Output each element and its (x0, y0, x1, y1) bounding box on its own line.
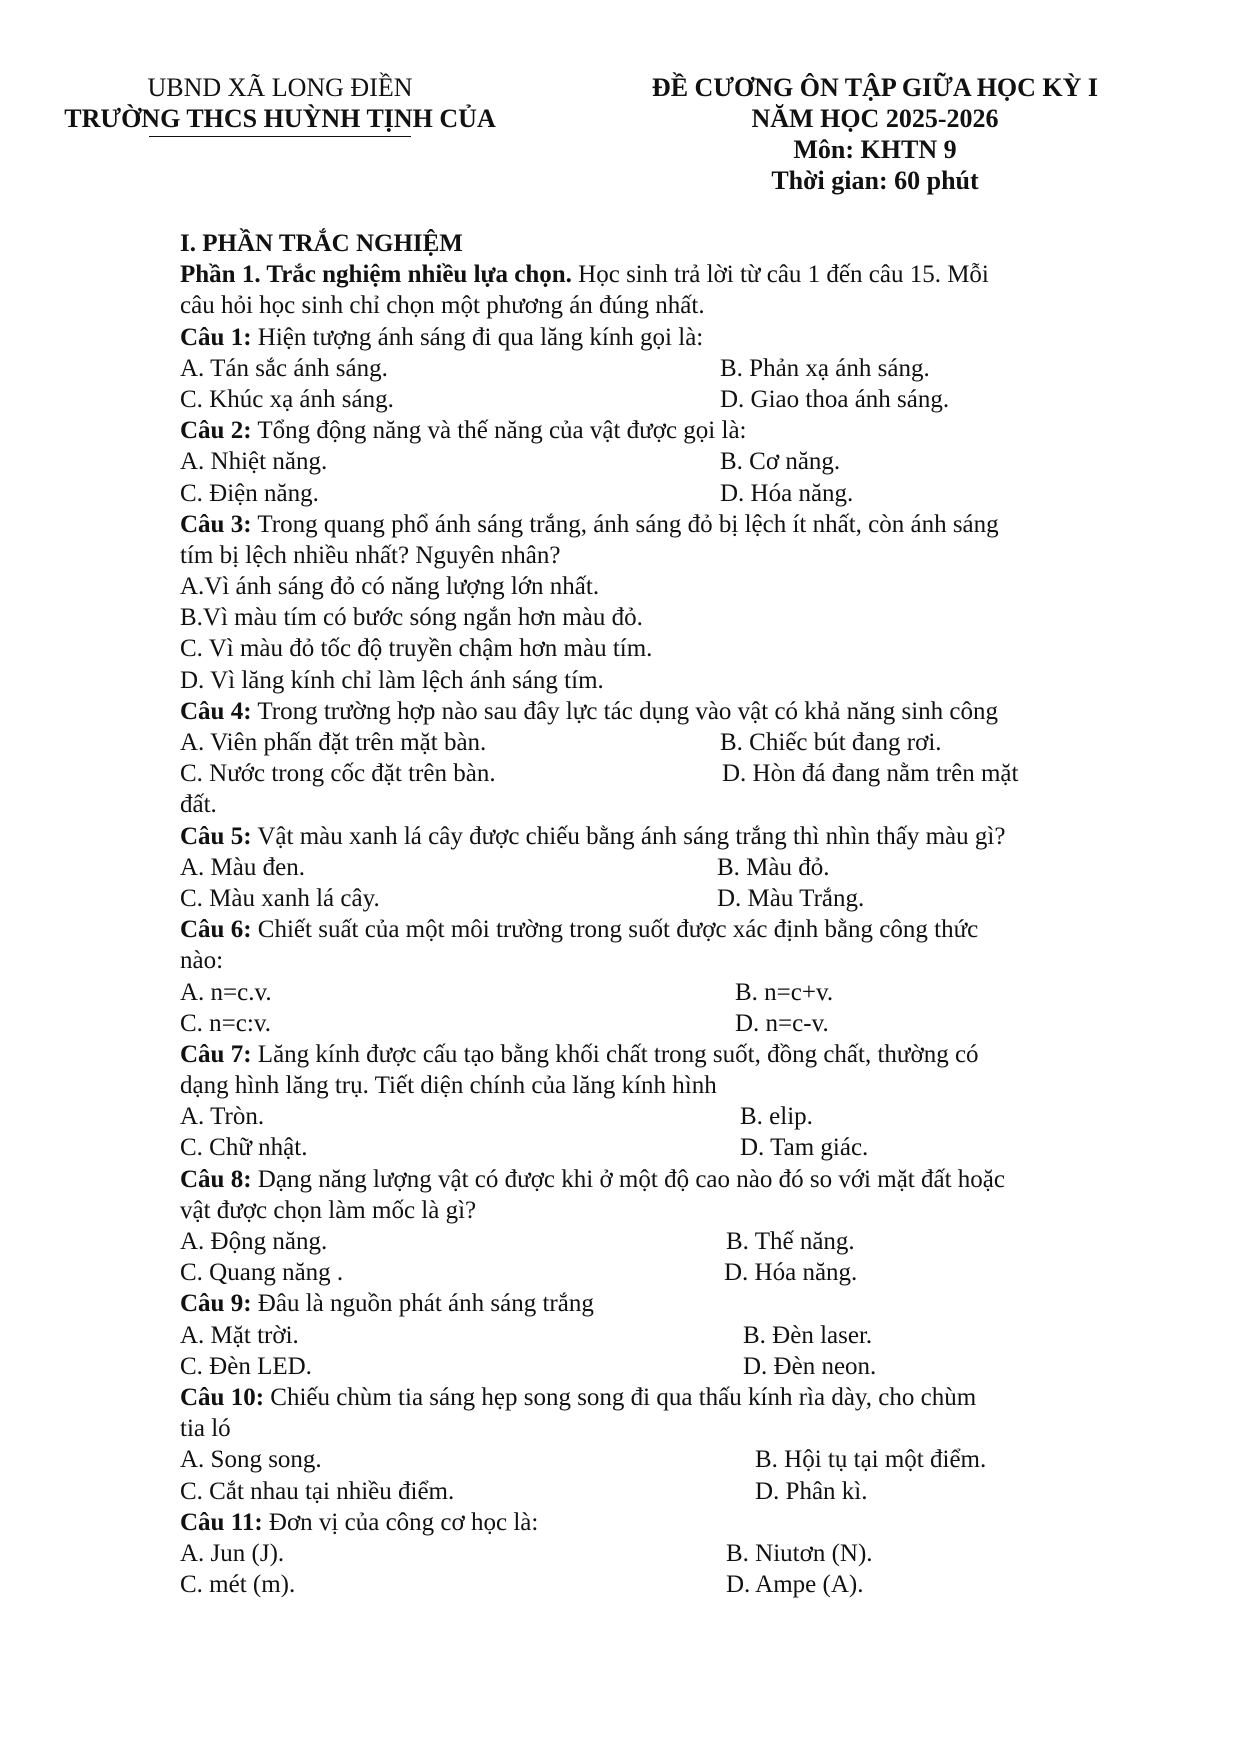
question-label: Câu 8: (180, 1165, 252, 1193)
part1-title: Phần 1. Trắc nghiệm nhiều lựa chọn. (180, 261, 572, 289)
options-row (180, 1226, 1100, 1257)
option-c: C. Chữ nhật. (180, 1134, 308, 1162)
question-text: Chiếu chùm tia sáng hẹp song song đi qua thấu kính rìa dày, cho chùm (264, 1383, 977, 1411)
question-text-cont: tím bị lệch nhiều nhất? Nguyên nhân? (180, 541, 561, 569)
options-row (180, 758, 1100, 789)
option-d-cont: đất. (180, 791, 217, 819)
question-7 (180, 1039, 1100, 1070)
option-c: C. mét (m). (180, 1571, 296, 1599)
options-row (180, 1351, 1100, 1382)
question-label: Câu 7: (180, 1040, 252, 1068)
options-row (180, 1476, 1100, 1507)
question-4 (180, 696, 1100, 727)
question-8 (180, 1164, 1100, 1195)
question-text: Đơn vị của công cơ học là: (262, 1508, 539, 1536)
option-b: B. n=c+v. (735, 978, 834, 1006)
option-a: A. Viên phấn đặt trên mặt bàn. (180, 729, 487, 756)
question-text-cont: nào: (180, 947, 224, 975)
question-text: Chiết suất của một môi trường trong suốt được xác định bằng công thức (251, 916, 979, 944)
option-d: D. Hóa năng. (724, 1259, 858, 1287)
option-b: B. elip. (740, 1103, 813, 1131)
option-d: D. Giao thoa ánh sáng. (720, 385, 950, 413)
question-10 (180, 1382, 1100, 1413)
option-c: C. Điện năng. (180, 479, 319, 507)
option-d: D. Hóa năng. (720, 479, 854, 507)
question-label: Câu 3: (180, 510, 252, 538)
question-11 (180, 1507, 1100, 1538)
option-a: A. Jun (J). (180, 1539, 285, 1567)
option-b: B. Chiếc bút đang rơi. (720, 729, 942, 756)
options-row (180, 977, 1100, 1008)
school-header (40, 72, 520, 137)
question-text-cont: tia ló (180, 1415, 231, 1443)
options-row (180, 1569, 1100, 1600)
option-c: C. Đèn LED. (180, 1352, 312, 1380)
question-5 (180, 821, 1100, 852)
question-text: Dạng năng lượng vật có được khi ở một độ cao nào đó so với mặt đất hoặc (251, 1165, 1005, 1193)
option-b: B. Hội tụ tại một điểm. (755, 1446, 987, 1474)
exam-header (640, 72, 1110, 196)
option-a: A. Nhiệt năng. (180, 448, 328, 476)
option-c: C. Khúc xạ ánh sáng. (180, 385, 394, 413)
header-underline (149, 136, 411, 137)
school-name: TRƯỜNG THCS HUỲNH TỊNH CỦA (64, 104, 496, 133)
option-a: A. Động năng. (180, 1228, 328, 1255)
question-3 (180, 509, 1100, 540)
question-label: Câu 6: (180, 916, 252, 944)
question-2 (180, 415, 1100, 446)
option-a: A. Song song. (180, 1446, 322, 1474)
options-row (180, 1008, 1100, 1039)
question-label: Câu 2: (180, 417, 252, 445)
option-c: C. Cắt nhau tại nhiều điểm. (180, 1477, 455, 1505)
options-row (180, 852, 1100, 883)
question-text: Hiện tượng ánh sáng đi qua lăng kính gọi là: (251, 323, 704, 351)
part1-instruction-text: Học sinh trả lời từ câu 1 đến câu 15. Mỗi (571, 261, 989, 289)
option-c: C. Màu xanh lá cây. (180, 884, 380, 912)
options-row (180, 353, 1100, 384)
exam-content (180, 228, 1100, 1600)
question-label: Câu 9: (180, 1290, 252, 1318)
options-row (180, 727, 1100, 758)
option-d: D. Ampe (A). (726, 1571, 864, 1599)
part1-instruction-cont: câu hỏi học sinh chỉ chọn một phương án đúng nhất. (180, 292, 705, 320)
options-row (180, 1444, 1100, 1475)
option-c: C. Nước trong cốc đặt trên bàn. (180, 760, 496, 788)
options-row (180, 446, 1100, 477)
option-b: B. Cơ năng. (720, 448, 841, 476)
option-b: B. Đèn laser. (743, 1321, 873, 1349)
option-a: A.Vì ánh sáng đỏ có năng lượng lớn nhất. (180, 573, 600, 601)
options-row (180, 384, 1100, 415)
question-text: Trong quang phổ ánh sáng trắng, ánh sáng đỏ bị lệch ít nhất, còn ánh sáng (251, 510, 999, 538)
part1-instruction (180, 259, 1100, 290)
question-text: Lăng kính được cấu tạo bằng khối chất trong suốt, đồng chất, thường có (251, 1040, 979, 1068)
option-d: D. Hòn đá đang nằm trên mặt (722, 760, 1019, 788)
options-row (180, 883, 1100, 914)
question-label: Câu 5: (180, 822, 252, 850)
authority-name: UBND XÃ LONG ĐIỀN (147, 73, 413, 102)
option-d: D. n=c-v. (735, 1009, 829, 1037)
option-d: D. Đèn neon. (743, 1352, 877, 1380)
duration: Thời gian: 60 phút (771, 166, 979, 195)
option-c: C. Vì màu đỏ tốc độ truyền chậm hơn màu tím. (180, 635, 653, 663)
school-year: NĂM HỌC 2025-2026 (751, 104, 999, 133)
option-d: D. Vì lăng kính chỉ làm lệch ánh sáng tím. (180, 666, 604, 694)
question-text: Trong trường hợp nào sau đây lực tác dụng vào vật có khả năng sinh công (251, 697, 999, 725)
option-a: A. Tròn. (180, 1103, 265, 1131)
options-row (180, 1257, 1100, 1288)
question-text: Đâu là nguồn phát ánh sáng trắng (251, 1290, 594, 1318)
option-c: C. Quang năng . (180, 1259, 344, 1287)
option-a: A. n=c.v. (180, 978, 272, 1006)
subject: Môn: KHTN 9 (793, 135, 957, 164)
question-text-cont: vật được chọn làm mốc là gì? (180, 1196, 477, 1224)
option-b: B. Màu đỏ. (717, 853, 830, 881)
question-label: Câu 1: (180, 323, 252, 351)
question-1 (180, 322, 1100, 353)
option-a: A. Tán sắc ánh sáng. (180, 354, 388, 382)
question-text: Tổng động năng và thế năng của vật được gọi là: (251, 417, 747, 445)
option-b: B.Vì màu tím có bước sóng ngắn hơn màu đỏ. (180, 604, 643, 632)
option-d: D. Phân kì. (755, 1477, 868, 1505)
option-a: A. Màu đen. (180, 853, 305, 881)
option-a: A. Mặt trời. (180, 1321, 299, 1349)
question-6 (180, 914, 1100, 945)
question-label: Câu 11: (180, 1508, 263, 1536)
option-c: C. n=c:v. (180, 1009, 271, 1037)
options-row (180, 1132, 1100, 1163)
section-title: I. PHẦN TRẮC NGHIỆM (180, 230, 463, 257)
option-b: B. Phản xạ ánh sáng. (720, 354, 930, 382)
option-b: B. Thế năng. (726, 1228, 855, 1255)
options-row (180, 1538, 1100, 1569)
option-d: D. Tam giác. (740, 1134, 869, 1162)
options-row (180, 478, 1100, 509)
question-label: Câu 10: (180, 1383, 265, 1411)
option-b: B. Niutơn (N). (726, 1539, 873, 1567)
question-9 (180, 1288, 1100, 1319)
options-row (180, 1101, 1100, 1132)
options-row (180, 1320, 1100, 1351)
question-label: Câu 4: (180, 697, 252, 725)
exam-title: ĐỀ CƯƠNG ÔN TẬP GIỮA HỌC KỲ I (651, 73, 1099, 102)
question-text-cont: dạng hình lăng trụ. Tiết diện chính của lăng kính hình (180, 1072, 717, 1100)
option-d: D. Màu Trắng. (717, 884, 865, 912)
question-text: Vật màu xanh lá cây được chiếu bằng ánh sáng trắng thì nhìn thấy màu gì? (251, 822, 1006, 850)
